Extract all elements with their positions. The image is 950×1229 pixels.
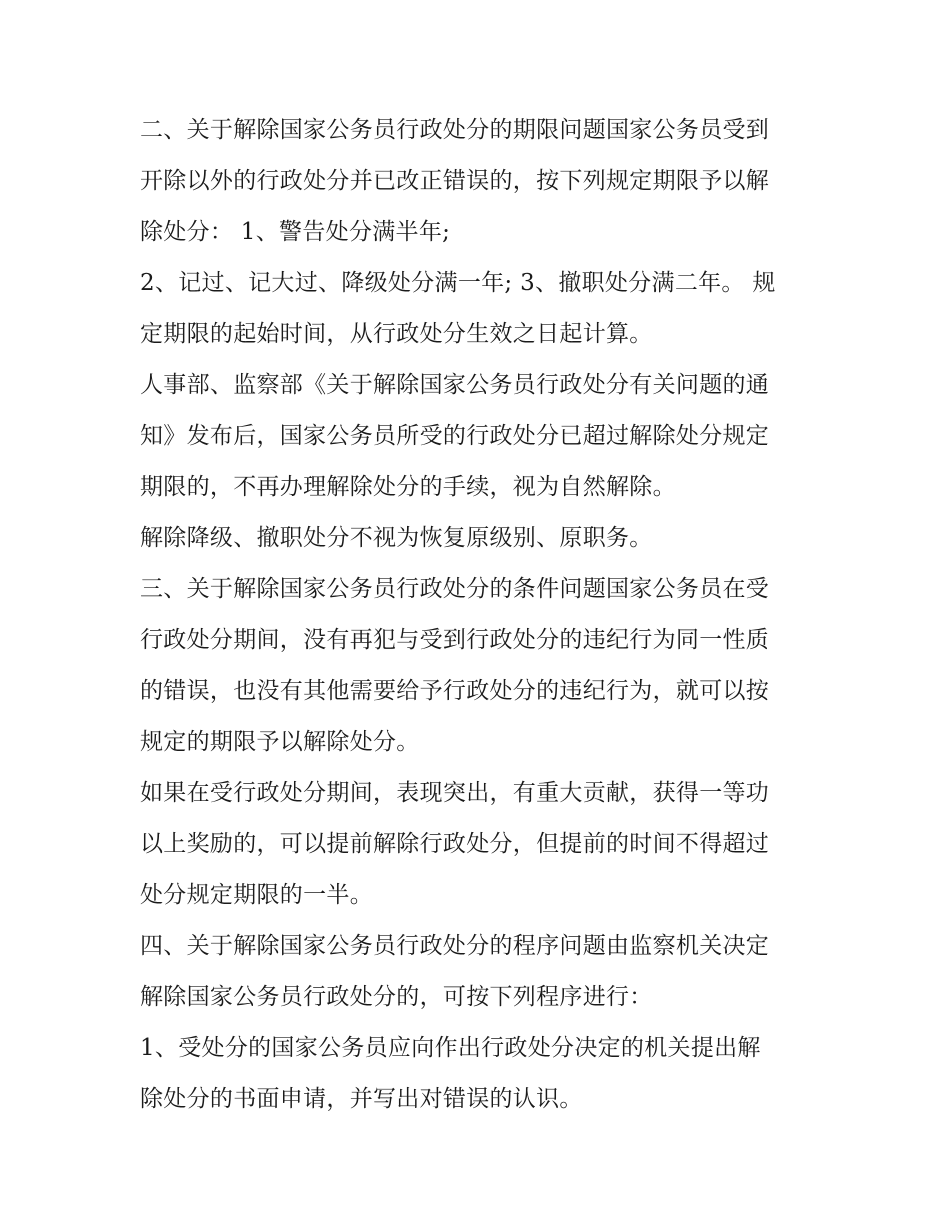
text-line: 规定的期限予以解除处分。 [140, 729, 420, 755]
text-line: 以上奖励的，可以提前解除行政处分，但提前的时间不得超过 [140, 831, 770, 857]
text-line: 三、关于解除国家公务员行政处分的条件问题国家公务员在受 [140, 576, 770, 602]
text-line: 2、记过、记大过、降级处分满一年; 3、撤职处分满二年。 规 [140, 270, 776, 296]
paragraph-period-rules [140, 105, 820, 258]
text-line: 行政处分期间，没有再犯与受到行政处分的违纪行为同一性质 [140, 627, 770, 653]
text-line: 的错误，也没有其他需要给予行政处分的违纪行为，就可以按 [140, 678, 770, 704]
paragraph-procedure-step-1 [140, 1023, 820, 1125]
paragraph-period-list [140, 258, 820, 360]
paragraph-conditions [140, 564, 820, 768]
paragraph-natural-release [140, 360, 820, 513]
paragraph-procedure [140, 921, 820, 1023]
text-line: 解除降级、撤职处分不视为恢复原级别、原职务。 [140, 525, 653, 551]
text-line: 如果在受行政处分期间，表现突出，有重大贡献，获得一等功 [140, 780, 770, 806]
text-line: 定期限的起始时间，从行政处分生效之日起计算。 [140, 321, 653, 347]
text-line: 除处分： 1、警告处分满半年; [140, 219, 451, 245]
paragraph-early-release [140, 768, 820, 921]
text-line: 1、受处分的国家公务员应向作出行政处分决定的机关提出解 [140, 1035, 761, 1061]
text-line: 开除以外的行政处分并已改正错误的，按下列规定期限予以解 [140, 168, 770, 194]
text-line: 除处分的书面申请，并写出对错误的认识。 [140, 1086, 583, 1112]
text-line: 处分规定期限的一半。 [140, 882, 373, 908]
text-line: 二、关于解除国家公务员行政处分的期限问题国家公务员受到 [140, 117, 770, 143]
text-line: 期限的，不再办理解除处分的手续，视为自然解除。 [140, 474, 676, 500]
document-body [140, 105, 820, 1125]
text-line: 知》发布后，国家公务员所受的行政处分已超过解除处分规定 [140, 423, 770, 449]
paragraph-no-restore [140, 513, 820, 564]
text-line: 四、关于解除国家公务员行政处分的程序问题由监察机关决定 [140, 933, 770, 959]
text-line: 人事部、监察部《关于解除国家公务员行政处分有关问题的通 [140, 372, 770, 398]
text-line: 解除国家公务员行政处分的，可按下列程序进行： [140, 984, 653, 1010]
